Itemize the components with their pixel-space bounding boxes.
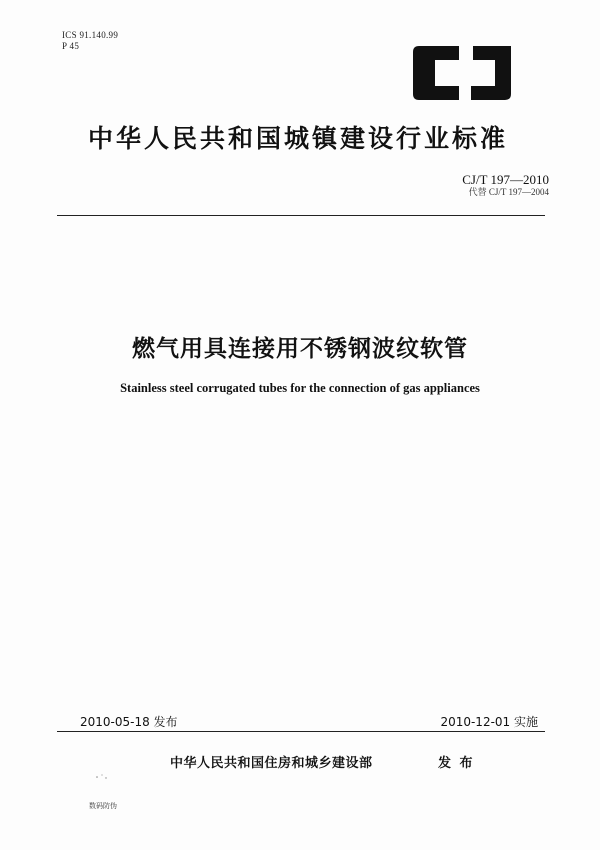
implementation-date: 2010-12-01 实施 — [440, 715, 538, 729]
header-divider — [57, 215, 545, 216]
standard-number-block — [462, 172, 549, 198]
print-speck-marks — [95, 773, 109, 781]
document-title-chinese: 燃气用具连接用不锈钢波纹软管 — [132, 336, 468, 362]
ics-code: ICS 91.140.99 — [62, 30, 119, 40]
footer-divider — [57, 731, 545, 732]
cj-logo-letter-j — [471, 46, 511, 100]
issue-date: 2010-05-18 发布 — [80, 715, 178, 729]
cj-logo — [411, 44, 515, 102]
anti-counterfeit-stamp — [88, 800, 118, 810]
category-code: P 45 — [62, 41, 80, 51]
anti-counterfeit-stamp-text: 数码防伪 — [89, 802, 117, 810]
cj-logo-letter-c — [413, 46, 459, 100]
issuing-authority: 中华人民共和国住房和城乡建设部 — [170, 756, 373, 771]
classification-codes — [62, 30, 118, 52]
agency-title: 中华人民共和国城镇建设行业标准 — [88, 124, 509, 153]
replaces-standard: 代替 CJ/T 197—2004 — [468, 187, 549, 197]
issue-action-label: 发 布 — [438, 756, 475, 771]
document-title-english: Stainless steel corrugated tubes for the connection of gas appliances — [120, 381, 480, 395]
standard-code: CJ/T 197—2010 — [462, 172, 549, 187]
